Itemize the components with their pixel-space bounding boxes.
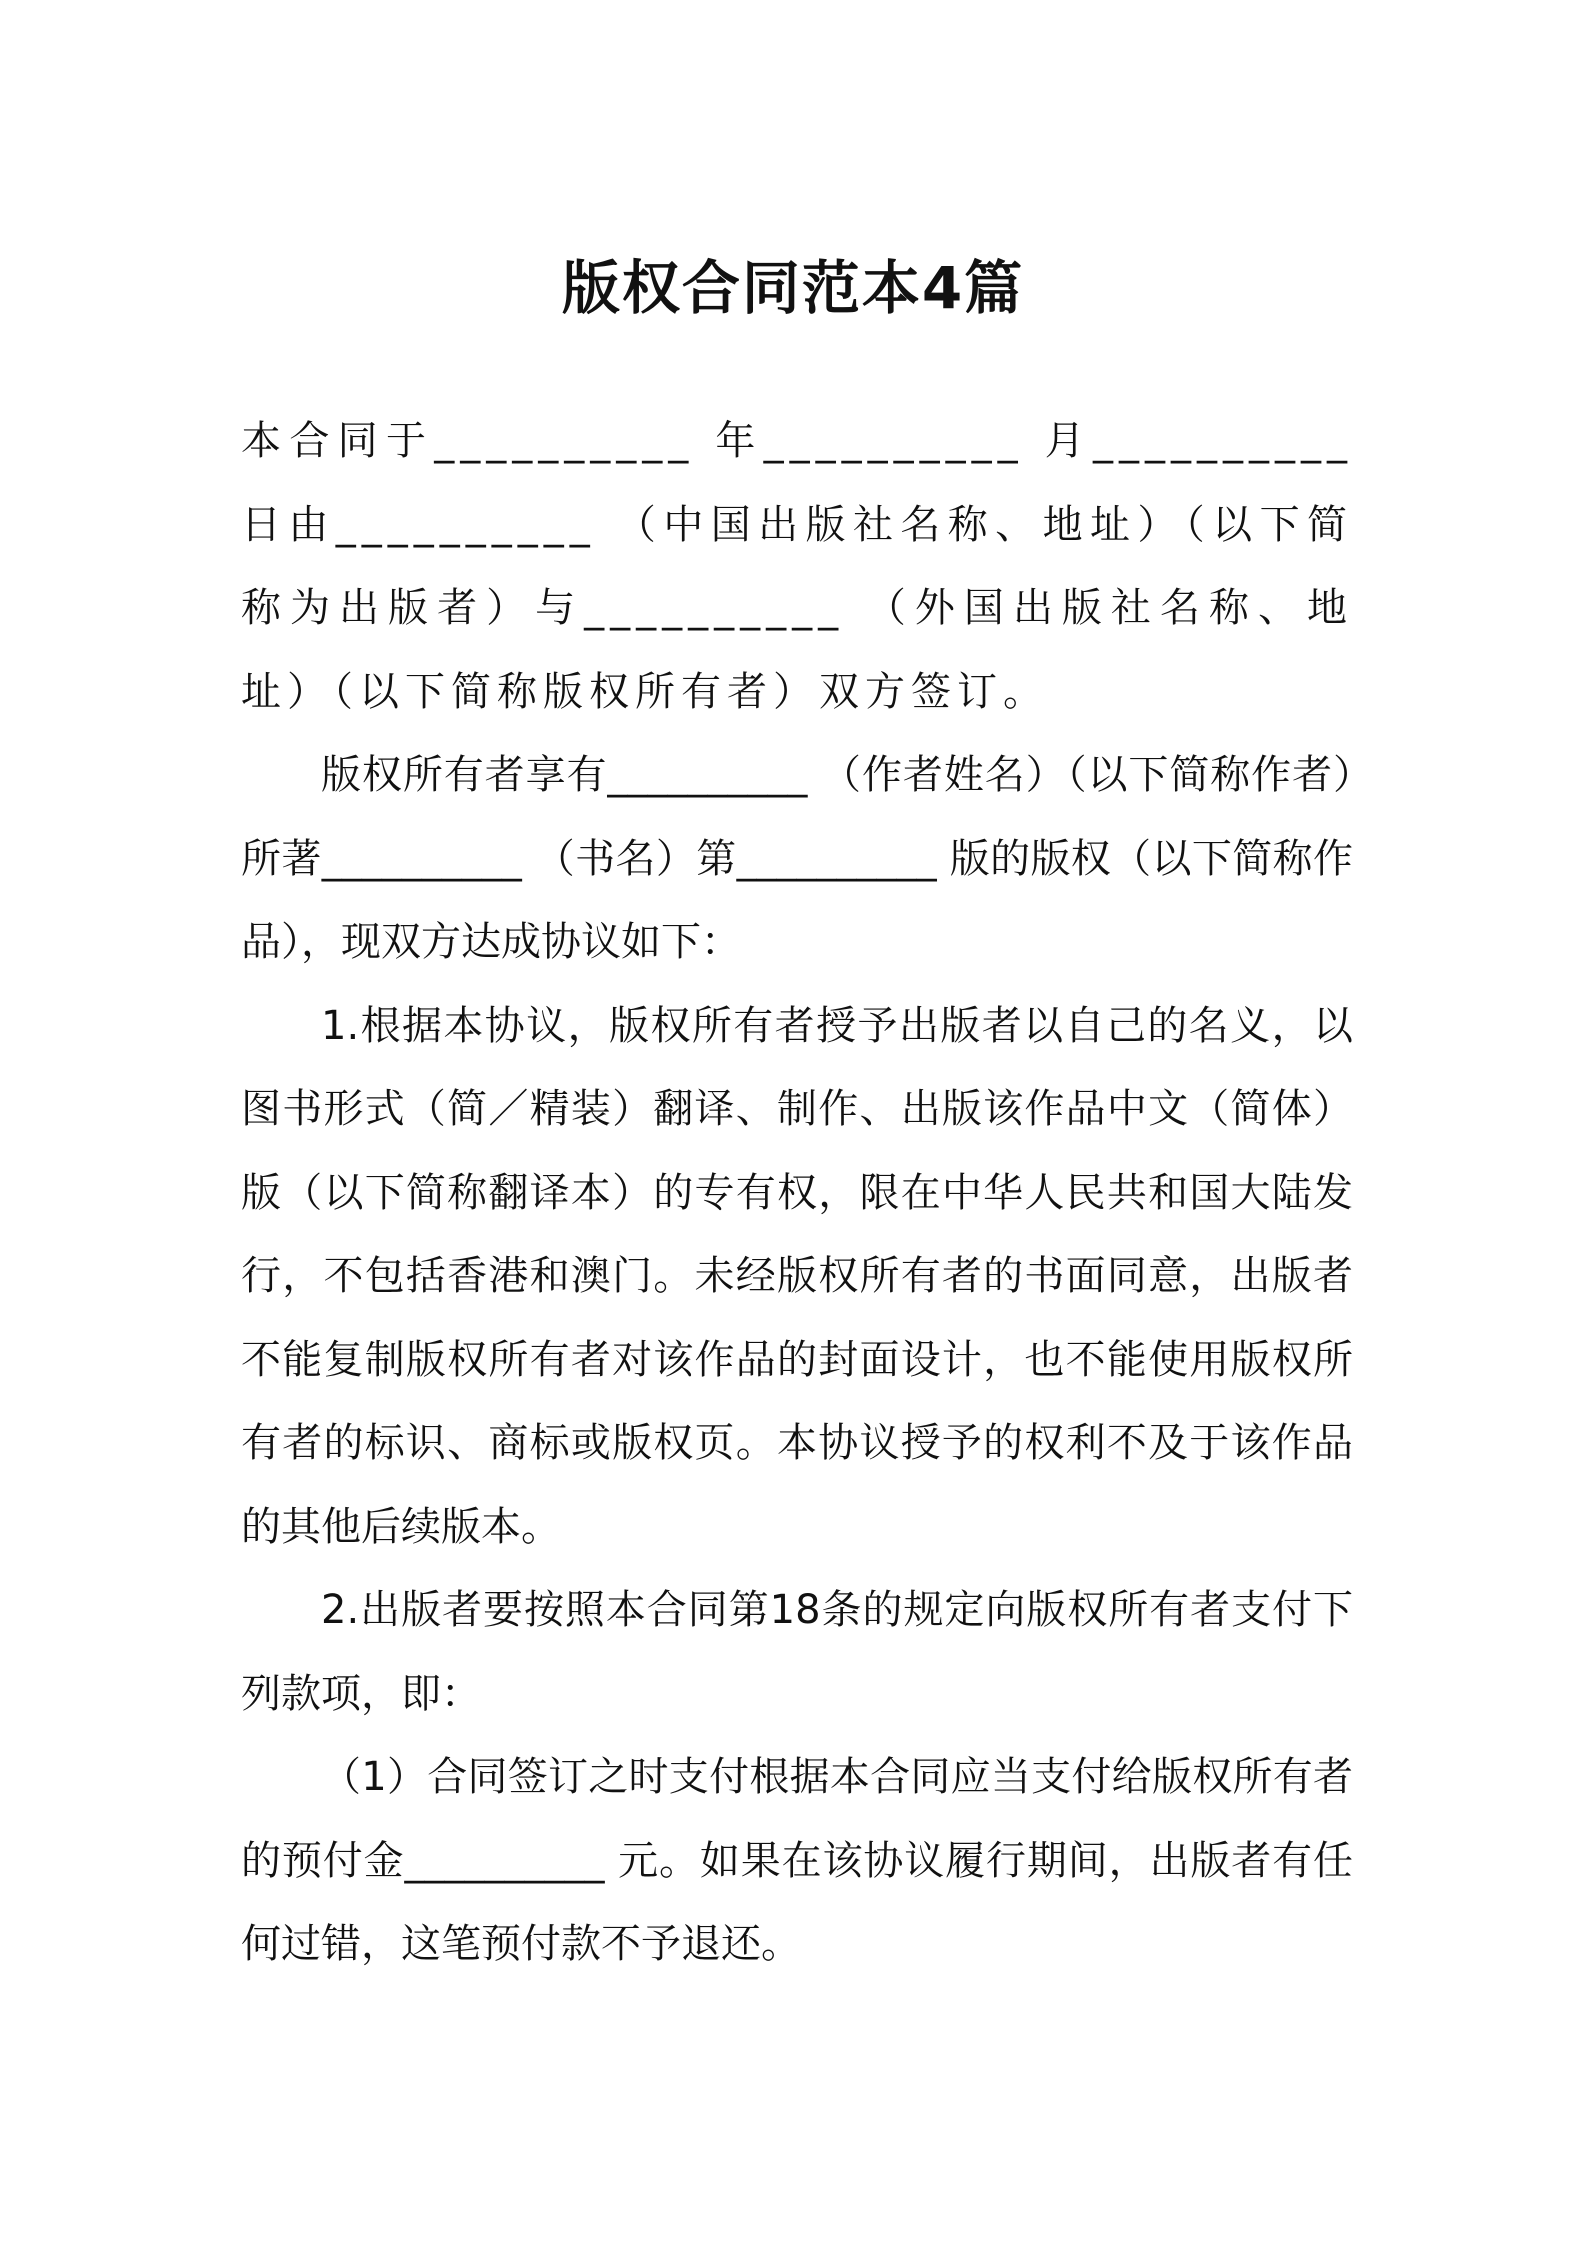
paragraph-clause-1-grant: 1.根据本协议，版权所有者授予出版者以自己的名义，以图书形式（简／精装）翻译、制作、出版该作品中文（简体）版（以下简称翻译本）的专有权，限在中华人民共和国大陆发行，不包括香港和澳门。未经版权所有者的书面同意，出版者不能复制版权所有者对该作品的封面设计，也不能使用版权所有者的标识、商标或版权页。本协议授予的权利不及于该作品的其他后续版本。 — [241, 1002, 1353, 1550]
paragraph-parties: 本合同于__________ 年__________ 月__________ 日由__________ （中国出版社名称、地址）（以下简称为出版者）与__________ （外国出版社名称、地址）（以下简称版权所有者）双方签订。 — [241, 418, 1353, 715]
paragraph-copyright-ownership: 版权所有者享有__________ （作者姓名）（以下简称作者）所著__________ （书名）第__________ 版的版权（以下简称作品），现双方达成协议如下： — [241, 752, 1353, 965]
paragraph-clause-2-1-advance: （1）合同签订之时支付根据本合同应当支付给版权所有者的预付金__________ 元。如果在该协议履行期间，出版者有任何过错，这笔预付款不予退还。 — [241, 1754, 1353, 1967]
paragraph-clause-2-payment: 2.出版者要按照本合同第18条的规定向版权所有者支付下列款项，即： — [241, 1587, 1353, 1717]
document-title: 版权合同范本4篇 — [561, 254, 1025, 322]
document-body — [241, 400, 1353, 1987]
